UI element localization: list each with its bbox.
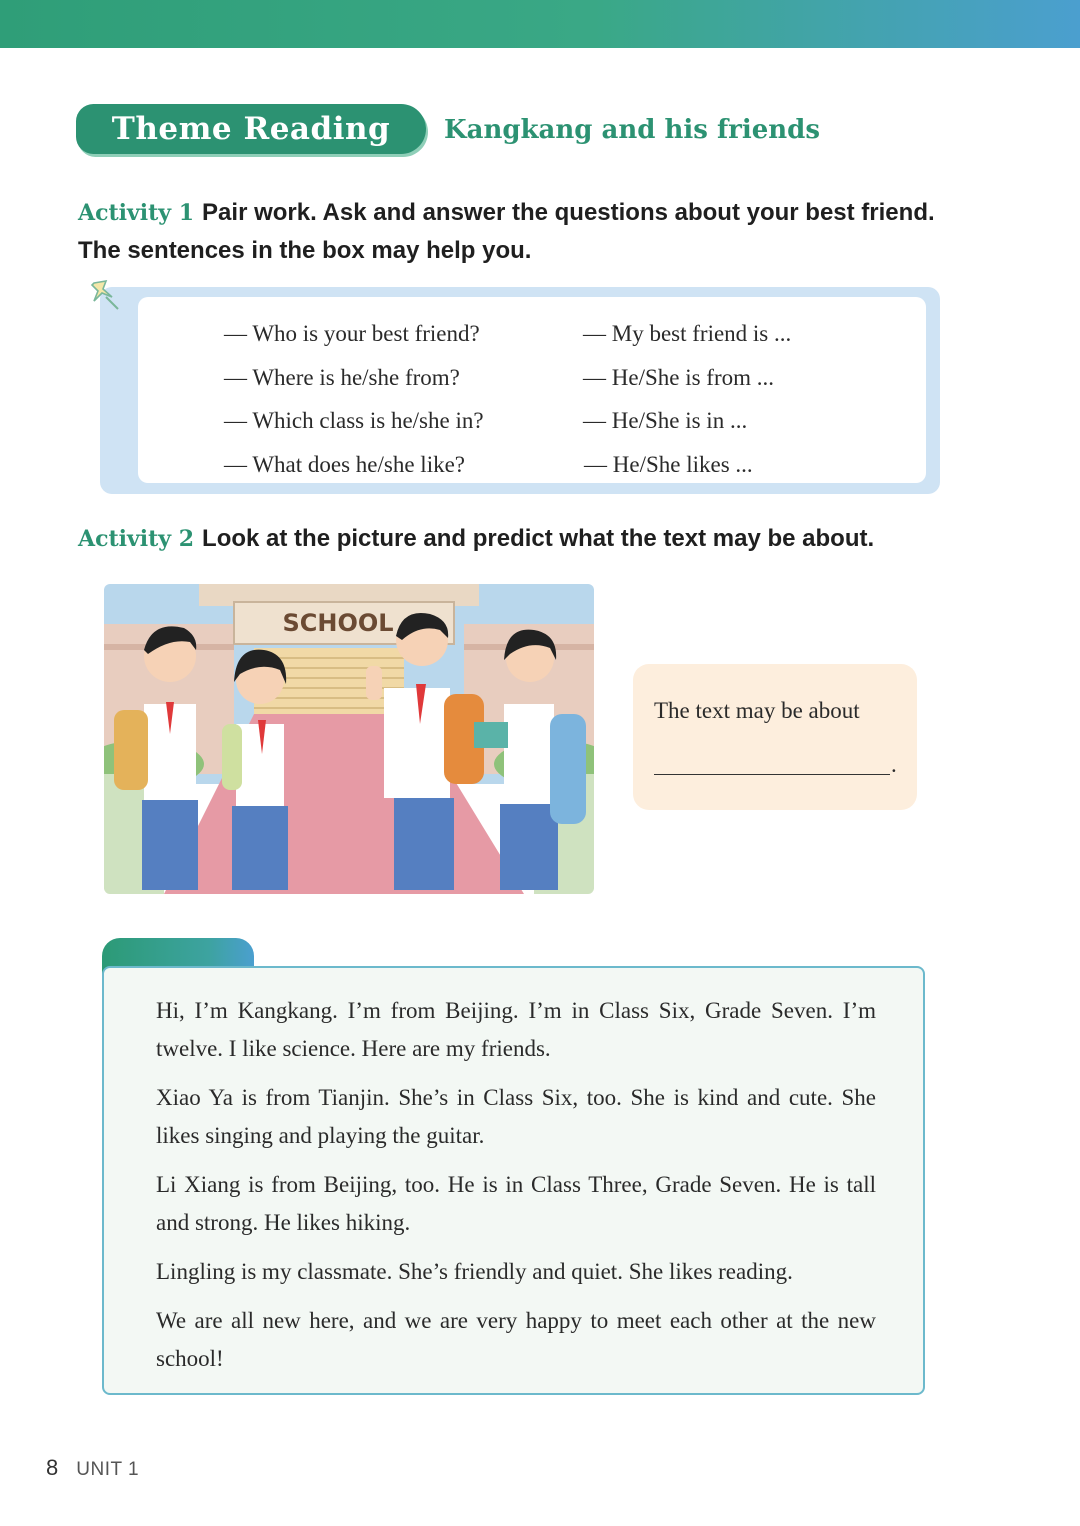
section-subtitle: Kangkang and his friends (444, 115, 820, 145)
answer-1: — My best friend is ... (583, 321, 792, 346)
answer-3: — He/She is in ... (583, 408, 748, 433)
unit-label: UNIT 1 (76, 1459, 140, 1480)
prediction-end-period: . (891, 752, 897, 777)
page-number: 8 (46, 1455, 59, 1480)
activity1-label: Activity 1 (78, 200, 195, 226)
phrase-box (100, 287, 940, 494)
answer-4: — He/She likes ... (584, 452, 753, 477)
reading-paragraph: Hi, I’m Kangkang. I’m from Beijing. I’m in Class Six, Grade Seven. I’m twelve. I like science. Here are my friends. (156, 998, 876, 1061)
activity1-instruction: Pair work. Ask and answer the questions about your best friend. (202, 199, 935, 226)
activity1-instruction-line2: The sentences in the box may help you. (78, 237, 532, 264)
prediction-answer-blank[interactable] (654, 774, 890, 775)
school-scene-image (104, 584, 594, 894)
prediction-box (633, 664, 917, 810)
activity2-instruction: Look at the picture and predict what the text may be about. (202, 525, 875, 552)
answer-2: — He/She is from ... (583, 365, 775, 390)
activity2-label: Activity 2 (78, 526, 195, 552)
school-illustration (104, 584, 594, 894)
theme-reading-badge: Theme Reading (76, 104, 426, 154)
question-2: — Where is he/she from? (224, 365, 460, 390)
reading-text-box (102, 966, 925, 1395)
question-3: — Which class is he/she in? (224, 408, 484, 433)
pushpin-icon (88, 277, 124, 313)
activity2-heading (78, 520, 874, 558)
reading-passage (156, 992, 876, 1389)
question-1: — Who is your best friend? (224, 321, 480, 346)
school-sign-text: SCHOOL (282, 609, 394, 637)
prediction-prompt: The text may be about (654, 698, 860, 723)
reading-paragraph: We are all new here, and we are very happy to meet each other at the new school! (156, 1308, 876, 1371)
reading-paragraph: Lingling is my classmate. She’s friendly and quiet. She likes reading. (156, 1259, 793, 1284)
top-color-band (0, 0, 1080, 48)
reading-paragraph: Xiao Ya is from Tianjin. She’s in Class Six, too. She is kind and cute. She likes singing and playing the guitar. (156, 1085, 876, 1148)
activity1-heading (78, 194, 935, 232)
page-footer (46, 1455, 139, 1481)
question-4: — What does he/she like? (224, 452, 466, 477)
reading-paragraph: Li Xiang is from Beijing, too. He is in Class Three, Grade Seven. He is tall and strong. He likes hiking. (156, 1172, 876, 1235)
phrase-box-inner (138, 297, 926, 483)
